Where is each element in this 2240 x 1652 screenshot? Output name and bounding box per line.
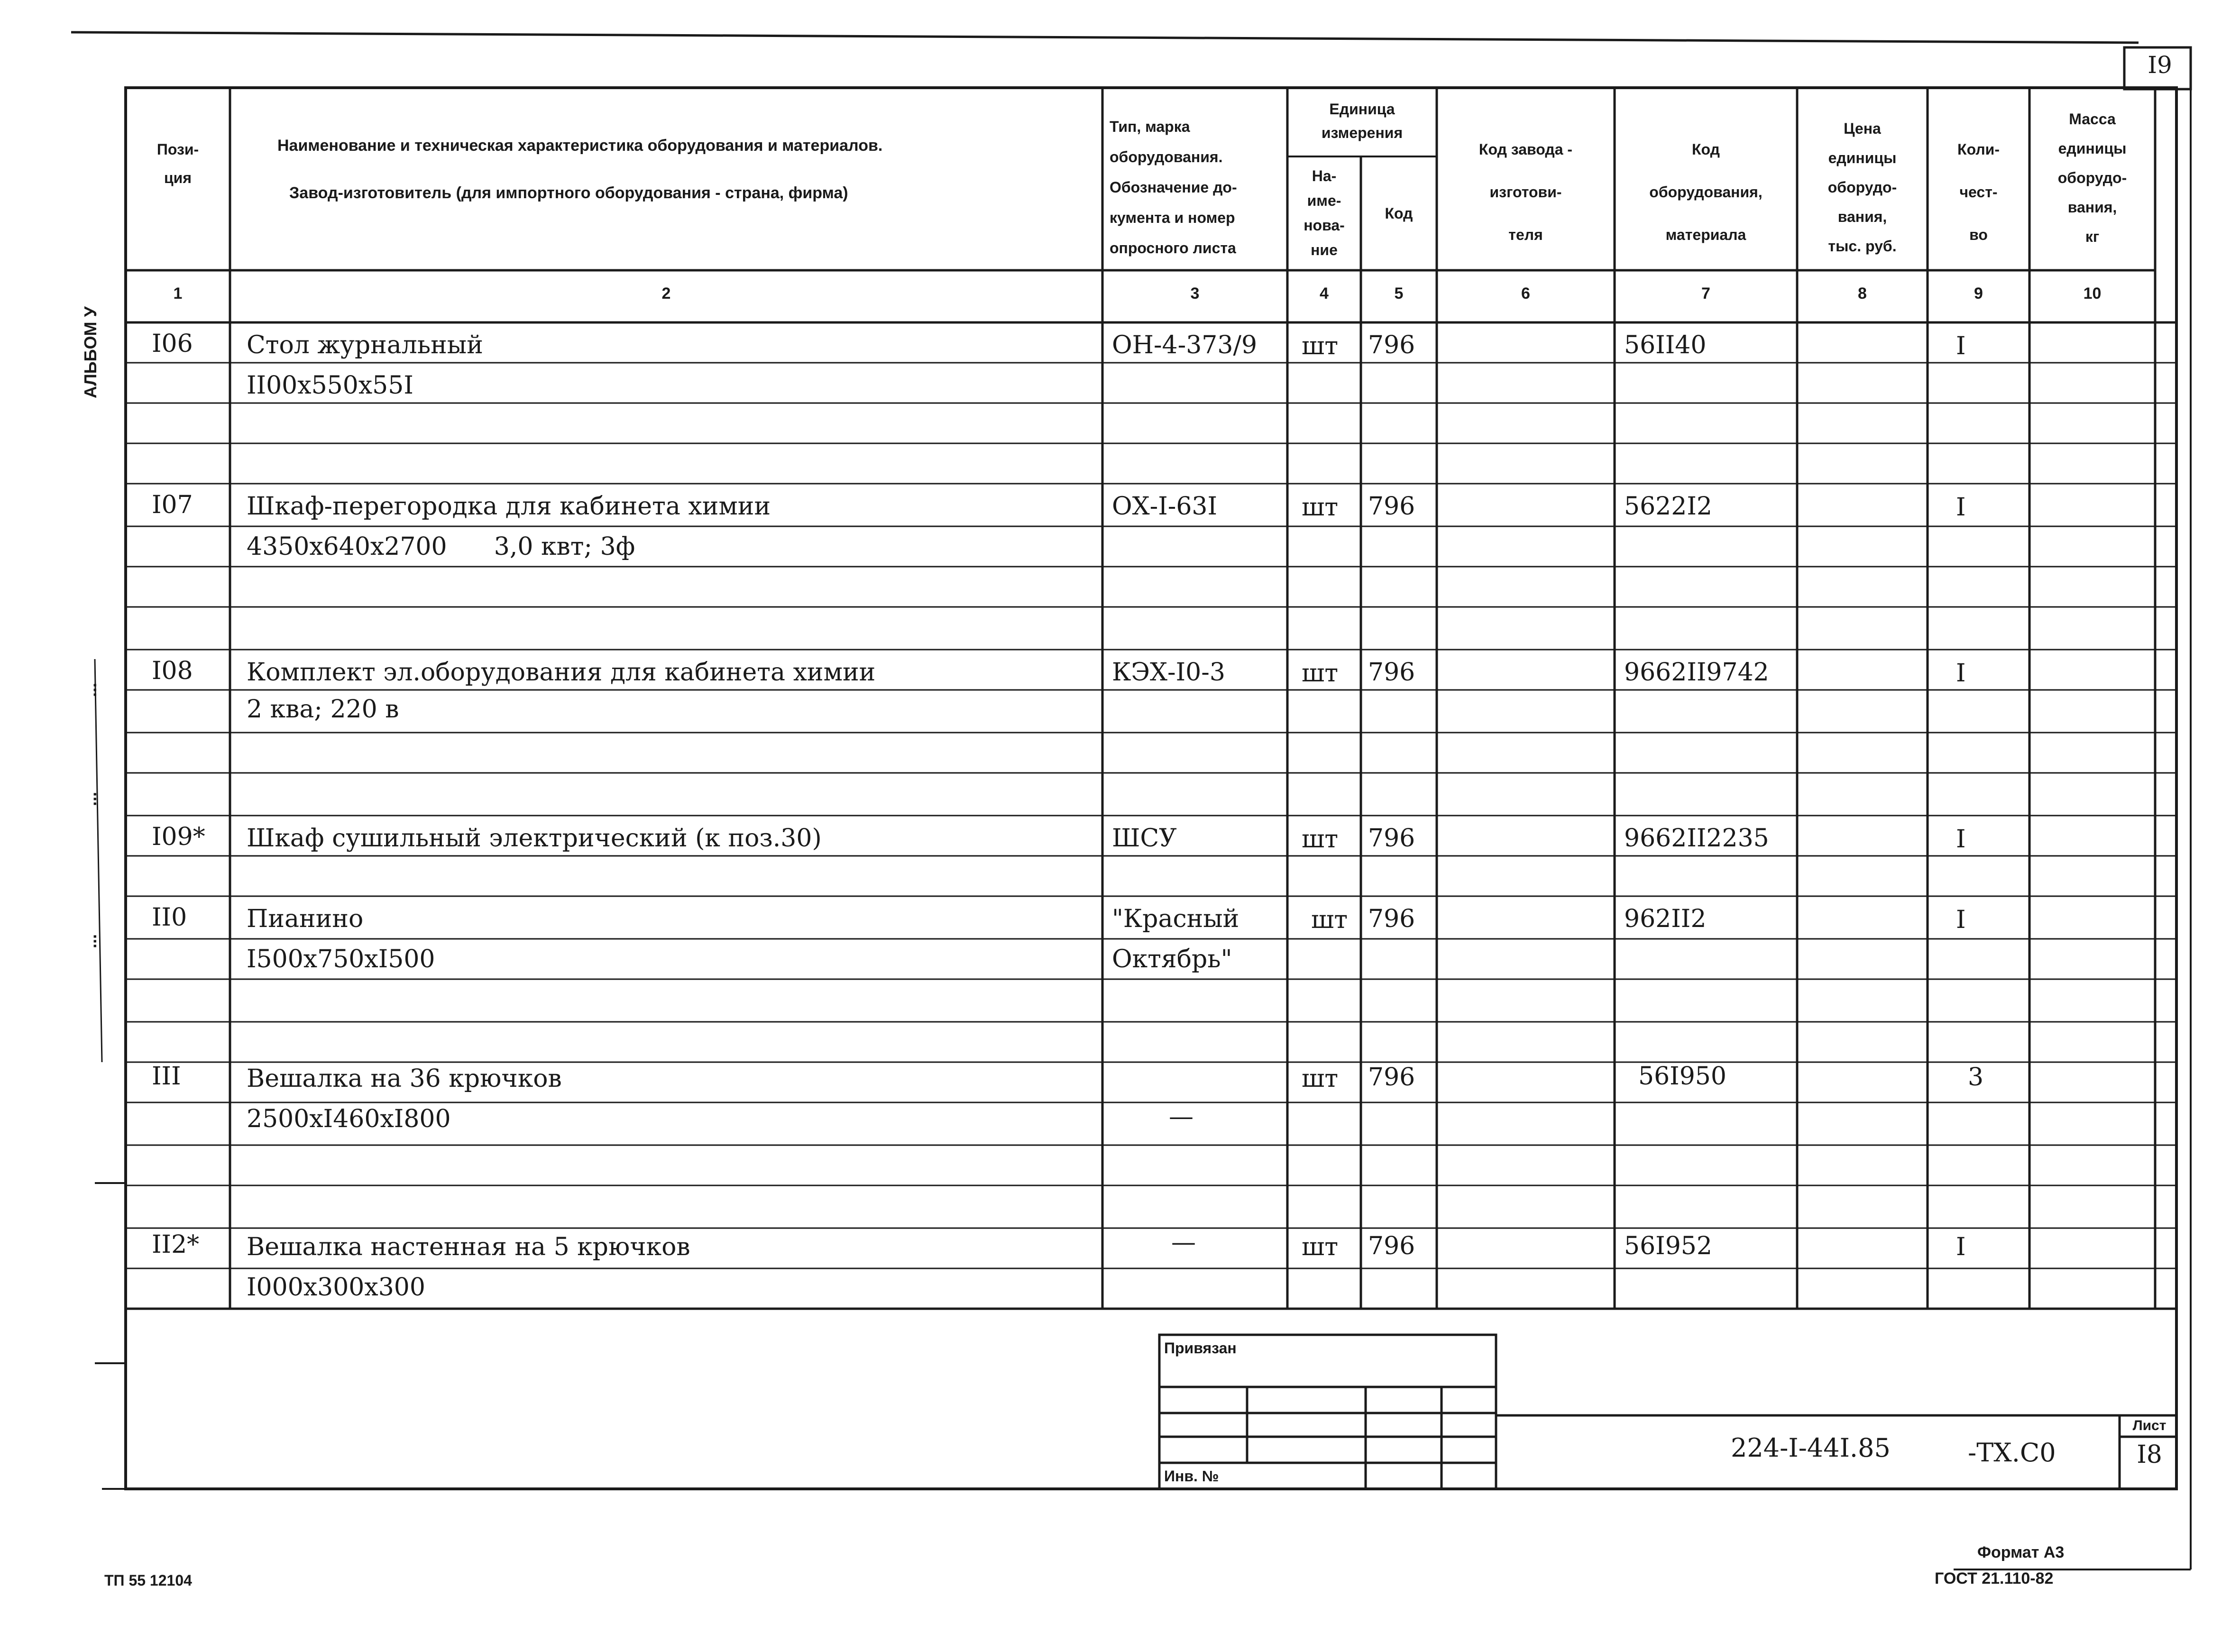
row-name: Стол журнальный: [247, 331, 483, 359]
row-unit-code: 796: [1368, 492, 1415, 521]
row-quantity: I: [1956, 332, 1966, 360]
row-name: Вешалка настенная на 5 крючков: [247, 1233, 690, 1261]
colnum-8: 8: [1858, 285, 1867, 303]
top-rule: [71, 32, 2139, 43]
header-price: Цена единицы оборудо- вания, тыс. руб.: [1827, 120, 1897, 255]
page-number: I9: [2148, 51, 2172, 79]
footer-standard: ГОСТ 21.110-82: [1935, 1569, 2054, 1588]
row-unit-code: 796: [1368, 905, 1415, 933]
row-name-detail: I000x300x300: [247, 1273, 425, 1302]
row-equipment-code: 962II2: [1624, 905, 1707, 933]
row-unit: шт: [1302, 825, 1339, 854]
side-note-2: ...: [81, 791, 100, 806]
row-position: III: [152, 1062, 181, 1091]
header-unit-name: На- име- нова- ние: [1304, 167, 1345, 258]
row-unit: шт: [1311, 906, 1348, 934]
colnum-3: 3: [1190, 285, 1200, 303]
row-name-detail: I500x750xI500: [247, 945, 435, 973]
colnum-4: 4: [1320, 285, 1329, 303]
side-note-3: ...: [81, 934, 100, 948]
row-unit: шт: [1302, 1233, 1339, 1261]
row-name-detail: 4350x640x2700 3,0 квт; 3ф: [247, 532, 635, 561]
footer-format: Формат А3: [1977, 1543, 2065, 1561]
colnum-1: 1: [173, 285, 183, 303]
colnum-7: 7: [1701, 285, 1710, 303]
sheet-label: Лист: [2132, 1418, 2167, 1433]
row-unit-code: 796: [1368, 1063, 1415, 1092]
row-equipment-code: 5622I2: [1624, 492, 1712, 521]
row-name-detail: II00x550x55I: [247, 371, 413, 400]
row-position: I06: [152, 330, 193, 358]
header-factory-code: Код завода - изготови- теля: [1478, 141, 1573, 243]
row-name: Комплект эл.оборудования для кабинета химии: [247, 658, 876, 687]
row-unit: шт: [1302, 493, 1339, 522]
row-name: Шкаф-перегородка для кабинета химии: [247, 492, 771, 521]
row-equipment-code: 9662II9742: [1624, 658, 1769, 687]
colnum-9: 9: [1974, 285, 1983, 303]
row-position: I07: [152, 491, 193, 519]
row-equipment-code: 56I952: [1624, 1232, 1712, 1260]
header-unit-group: Единица измерения: [1321, 101, 1403, 141]
colnum-10: 10: [2083, 285, 2102, 303]
row-unit-code: 796: [1368, 1232, 1415, 1260]
row-equipment-code: 9662II2235: [1624, 824, 1769, 853]
row-unit: шт: [1302, 659, 1339, 688]
stamp-inventory-label: Инв. №: [1164, 1468, 1219, 1485]
row-name-detail: 2 ква; 220 в: [247, 695, 399, 724]
colnum-5: 5: [1394, 285, 1404, 303]
sheet-number: I8: [2137, 1441, 2162, 1469]
row-quantity: I: [1956, 1233, 1966, 1261]
row-position: I08: [152, 657, 193, 685]
row-quantity: I: [1956, 493, 1966, 522]
row-position: I09*: [152, 823, 205, 851]
header-position: Пози- ция: [156, 141, 199, 186]
footer-left-code: ТП 55 12104: [104, 1572, 192, 1589]
header-type: Тип, марка оборудования. Обозначение до- кумента и номер опросного листа: [1110, 118, 1237, 257]
row-unit-code: 796: [1368, 658, 1415, 687]
row-type: —: [1171, 1228, 1196, 1257]
row-name: Шкаф сушильный электрический (к поз.30): [247, 824, 822, 853]
row-name: Вешалка на 36 крючков: [247, 1065, 562, 1093]
row-unit-code: 796: [1368, 824, 1415, 853]
row-equipment-code: 56II40: [1624, 331, 1707, 359]
header-equipment-code: Код оборудования, материала: [1649, 141, 1763, 243]
album-note: АЛЬБОМ У: [81, 306, 100, 398]
row-unit: шт: [1302, 332, 1339, 360]
document-code: 224-I-44I.85: [1731, 1433, 1891, 1463]
document-suffix: -ТХ.С0: [1968, 1438, 2056, 1468]
row-quantity: I: [1956, 906, 1966, 934]
colnum-2: 2: [661, 285, 671, 303]
row-quantity: I: [1956, 659, 1966, 688]
header-name-line2: Завод-изготовитель (для импортного оборудования - страна, фирма): [289, 184, 848, 202]
row-type: —: [1169, 1102, 1193, 1131]
row-name-detail: 2500xI460xI800: [247, 1105, 451, 1133]
row-unit: шт: [1302, 1065, 1339, 1093]
row-position: II2*: [152, 1230, 200, 1259]
row-position: II0: [152, 903, 187, 932]
row-type: КЭХ-I0-3: [1112, 658, 1225, 687]
colnum-6: 6: [1521, 285, 1530, 303]
row-type: "Красный: [1112, 905, 1239, 933]
row-type: ОХ-I-63I: [1112, 492, 1218, 521]
header-quantity: Коли- чест- во: [1957, 141, 2000, 243]
header-mass: Масса единицы оборудо- вания, кг: [2057, 110, 2127, 245]
row-name: Пианино: [247, 905, 364, 933]
row-type-detail: Октябрь": [1112, 945, 1232, 973]
header-unit-code: Код: [1385, 205, 1413, 222]
side-note-1: ...: [81, 682, 100, 697]
row-unit-code: 796: [1368, 331, 1415, 359]
row-equipment-code: 56I950: [1638, 1062, 1726, 1091]
header-name-line1: Наименование и техническая характеристика оборудования и материалов.: [277, 137, 883, 155]
row-type: ОН-4-373/9: [1112, 331, 1258, 359]
row-type: ШСУ: [1112, 824, 1177, 853]
row-quantity: I: [1956, 825, 1966, 854]
row-quantity: 3: [1968, 1063, 1984, 1092]
stamp-bound-label: Привязан: [1164, 1340, 1237, 1357]
